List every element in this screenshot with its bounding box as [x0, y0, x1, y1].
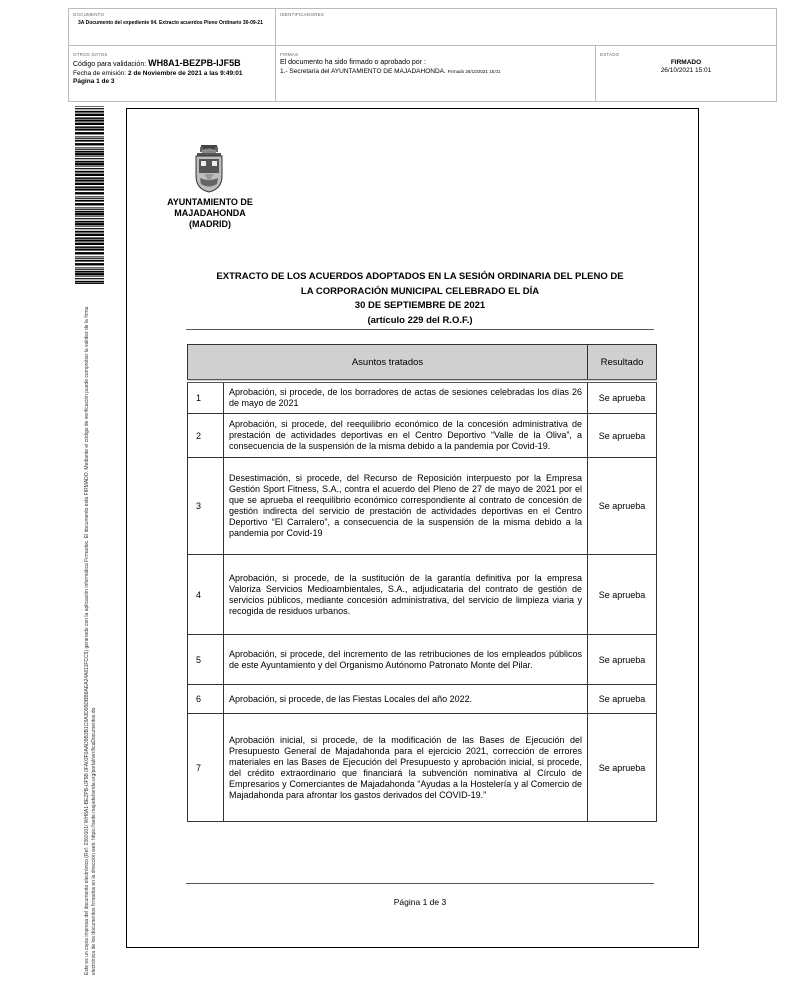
row-result: Se aprueba — [588, 714, 657, 822]
table-row — [188, 635, 657, 685]
header-resultado: Resultado — [588, 345, 657, 382]
codigo-label: Código para validación: — [73, 61, 147, 68]
document-title — [186, 270, 654, 328]
row-description: Aprobación, si procede, de los borradores de actas de sesiones celebradas los días 26 de mayo de 2021 — [224, 381, 588, 414]
ayto-line2: MAJADAHONDA — [174, 208, 246, 218]
otros-datos-label: OTROS DATOS — [73, 52, 108, 57]
title-line1: EXTRACTO DE LOS ACUERDOS ADOPTADOS EN LA SESIÓN ORDINARIA DEL PLENO DE — [216, 271, 624, 282]
row-description: Aprobación, si procede, de la sustitución de la garantía definitiva por la empresa Valoriza Servicios Medioambientales, S.A., adjudicataria del contrato de gestión de servicios públicos, mediante concesión administrativa, del servicio de limpieza viaria y recogida de residuos urbanos. — [224, 555, 588, 635]
table-row — [188, 381, 657, 414]
table-row — [188, 458, 657, 555]
estado-cell — [596, 46, 776, 101]
row-description: Aprobación inicial, si procede, de la modificación de las Bases de Ejecución del Presupuesto General de Majadahonda para el ejercicio 2021, corrección de errores materiales en las Bases de Ejecución del Presupuesto y aprobación inicial, si procede, del crédito extraordinario que financiará la subvención nominativa al Círculo de Empresarios y Comerciantes de Majadahonda “Ayudas a la Hostelería y al Comercio de Majadahonda para afrontar los gastos derivados del COVID-19.” — [224, 714, 588, 822]
table-header-row — [188, 345, 657, 382]
row-description: Aprobación, si procede, de las Fiestas Locales del año 2022. — [224, 685, 588, 714]
estado-date: 26/10/2021 15:01 — [660, 67, 712, 74]
row-result: Se aprueba — [588, 381, 657, 414]
pagina-indicator: Página 1 de 3 — [73, 77, 115, 85]
row-number: 2 — [188, 414, 224, 458]
table-row — [188, 714, 657, 822]
estado-value: FIRMADO — [670, 59, 702, 66]
fecha-value: 2 de Noviembre de 2021 a las 9:49:01 — [127, 69, 243, 77]
row-number: 5 — [188, 635, 224, 685]
barcode-image — [75, 106, 104, 284]
identificadores-label: IDENTIFICADORES — [280, 12, 325, 17]
ayto-line1: AYUNTAMIENTO DE — [167, 197, 253, 207]
title-line3: 30 DE SEPTIEMBRE DE 2021 — [354, 300, 486, 311]
otros-datos-cell — [69, 46, 276, 101]
codigo-value: WH8A1-BEZPB-IJF5B — [148, 58, 241, 68]
firmas-cell — [276, 46, 596, 101]
row-number: 3 — [188, 458, 224, 555]
header-asuntos: Asuntos tratados — [188, 345, 588, 382]
footer-rule — [186, 883, 654, 884]
validation-header — [68, 8, 777, 102]
row-result: Se aprueba — [588, 635, 657, 685]
ayto-line3: (MADRID) — [189, 219, 231, 229]
row-description: Aprobación, si procede, del reequilibrio económico de la concesión administrativa de prestación de actividades deportivas en el Centro Deportivo “Valle de la Oliva”, a consecuencia de la suspensión de la misma debido a la pandemia por Covid-19. — [224, 414, 588, 458]
row-number: 1 — [188, 381, 224, 414]
documento-value: 3A Documento del expediente 04. Extracto acuerdos Pleno Ordinario 30-09-21 — [78, 20, 263, 26]
estado-label: ESTADO — [600, 52, 620, 57]
table-row — [188, 685, 657, 714]
firmante-date: Firmado 26/10/2021 15:01 — [447, 68, 501, 74]
fecha-label: Fecha de emisión: — [73, 69, 127, 77]
row-result: Se aprueba — [588, 458, 657, 555]
acuerdos-table — [187, 344, 657, 822]
row-number: 6 — [188, 685, 224, 714]
title-line4: (artículo 229 del R.O.F.) — [367, 314, 473, 326]
row-description: Aprobación, si procede, del incremento de las retribuciones de los empleados públicos de este Ayuntamiento y del Organismo Autónomo Patronato Monte del Pilar. — [224, 635, 588, 685]
verification-side-text: Este es un copia impresa del documento electrónico (Ref: 2360101/ WH8A1-BEZPB-IJF5B 0FA03F0AAD9B3B1C8A3D95DBB8AEA24A811FCC5) generado con la aplicación informática Firmadoc. El documento está FIRMADO. Mediante el código de verificación puede comprobar la validez de la firma electrónica de los documentos firmados en la dirección web: https://sede.majadahonda.org/portal/verificaDocumentos.do — [84, 306, 97, 975]
firmante-line — [280, 68, 591, 76]
page-footer: Página 1 de 3 — [393, 897, 447, 907]
firmante-text: 1.- Secretaria del AYUNTAMIENTO DE MAJADAHONDA. — [280, 67, 446, 75]
documento-label: DOCUMENTO — [73, 12, 105, 17]
fecha-line — [73, 70, 271, 78]
title-rule — [186, 329, 654, 330]
identificadores-cell — [276, 9, 776, 46]
row-result: Se aprueba — [588, 555, 657, 635]
documento-cell — [69, 9, 276, 46]
row-result: Se aprueba — [588, 685, 657, 714]
table-row — [188, 555, 657, 635]
row-number: 7 — [188, 714, 224, 822]
title-line2: LA CORPORACIÓN MUNICIPAL CELEBRADO EL DÍA — [300, 285, 540, 297]
row-description: Desestimación, si procede, del Recurso de Reposición interpuesto por la Empresa Gestión Sport Fitness, S.A., contra el acuerdo del Pleno de 27 de mayo de 2021 por el que se aprueba el reequilibrio económico correspondiente al contrato de concesión de gestión indirecta del servicio de prestación de actividades deportivas en el Centro Deportivo “El Carralero”, a consecuencia de la suspensión de la misma debido a la pandemia por Covid-19 — [224, 458, 588, 555]
table-row — [188, 414, 657, 458]
firmas-text: El documento ha sido firmado o aprobado por : — [280, 59, 426, 66]
codigo-line — [73, 59, 271, 70]
row-result: Se aprueba — [588, 414, 657, 458]
majadahonda-crest-icon — [192, 144, 226, 194]
ayuntamiento-name — [155, 197, 265, 230]
firmas-label: FIRMAS — [280, 52, 299, 57]
row-number: 4 — [188, 555, 224, 635]
